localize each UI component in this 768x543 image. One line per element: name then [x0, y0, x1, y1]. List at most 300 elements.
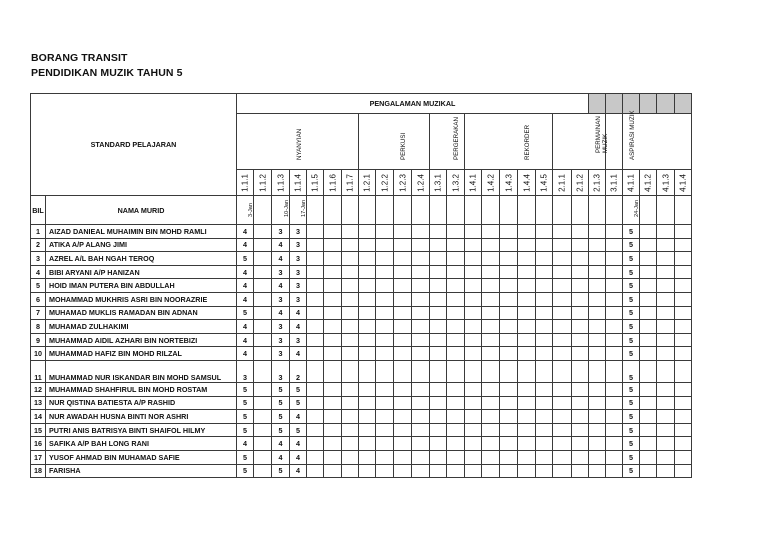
standard-code: 1.1.2 [258, 173, 267, 192]
mark-cell: 4 [290, 320, 307, 334]
student-row [31, 320, 692, 334]
mark-cell [430, 437, 447, 451]
mark-cell [606, 410, 623, 424]
mark-cell [412, 333, 430, 347]
mark-cell [553, 423, 572, 437]
mark-cell: 5 [237, 450, 254, 464]
mark-cell [324, 252, 342, 266]
mark-cell [657, 252, 675, 266]
mark-cell [342, 450, 359, 464]
mark-cell [553, 279, 572, 293]
student-number: 7 [31, 306, 46, 320]
standard-code: 1.1.3 [276, 173, 285, 192]
student-number: 6 [31, 292, 46, 306]
mark-cell [465, 306, 482, 320]
mark-cell: 3 [290, 225, 307, 239]
mark-cell [553, 238, 572, 252]
mark-cell [324, 347, 342, 361]
mark-cell: 5 [272, 382, 290, 396]
student-row [31, 225, 692, 239]
mark-cell [342, 464, 359, 478]
mark-cell [394, 347, 412, 361]
mark-cell [657, 320, 675, 334]
mark-cell [430, 225, 447, 239]
student-row [31, 437, 692, 451]
mark-cell [553, 306, 572, 320]
mark-cell [376, 410, 394, 424]
student-name: MOHAMMAD MUKHRIS ASRI BIN NOORAZRIE [46, 292, 237, 306]
pengalaman-muzikal-header: PENGALAMAN MUZIKAL [237, 94, 589, 114]
mark-cell: 5 [623, 238, 640, 252]
student-name: FARISHA [46, 464, 237, 478]
mark-cell [394, 382, 412, 396]
mark-cell: 3 [290, 238, 307, 252]
mark-cell [657, 306, 675, 320]
mark-cell [572, 360, 589, 382]
mark-cell [307, 292, 324, 306]
group-header-cell [553, 114, 609, 170]
group-header-cell [623, 110, 692, 170]
standard-code-cell [307, 170, 324, 196]
mark-cell [359, 252, 376, 266]
student-row [31, 347, 692, 361]
mark-cell: 3 [272, 360, 290, 382]
mark-cell [430, 292, 447, 306]
mark-cell [572, 306, 589, 320]
mark-cell [657, 279, 675, 293]
standard-code-cell [500, 170, 518, 196]
mark-cell [640, 360, 657, 382]
mark-cell [254, 410, 272, 424]
student-number: 14 [31, 410, 46, 424]
standard-code-cell [290, 170, 307, 196]
mark-cell [447, 306, 465, 320]
mark-cell [307, 423, 324, 437]
mark-cell [675, 410, 692, 424]
student-number: 18 [31, 464, 46, 478]
mark-cell [572, 464, 589, 478]
mark-cell [254, 396, 272, 410]
mark-cell [572, 225, 589, 239]
date-cell [536, 196, 553, 225]
mark-cell [447, 437, 465, 451]
group-header-cell [430, 114, 465, 170]
mark-cell [518, 320, 536, 334]
standard-code: 1.3.2 [451, 173, 460, 192]
mark-cell [518, 410, 536, 424]
mark-cell [675, 360, 692, 382]
mark-cell: 4 [237, 347, 254, 361]
mark-cell [606, 292, 623, 306]
mark-cell [447, 410, 465, 424]
standard-code-cell [272, 170, 290, 196]
date-cell [500, 196, 518, 225]
student-name: SAFIKA A/P BAH LONG RANI [46, 437, 237, 451]
standard-code-cell [394, 170, 412, 196]
mark-cell: 2 [290, 360, 307, 382]
mark-cell [376, 382, 394, 396]
mark-cell [342, 252, 359, 266]
student-name: BIBI ARYANI A/P HANIZAN [46, 265, 237, 279]
mark-cell [430, 423, 447, 437]
mark-cell [430, 252, 447, 266]
gray-header-cell [657, 94, 675, 114]
mark-cell [675, 382, 692, 396]
mark-cell [324, 423, 342, 437]
mark-cell: 3 [290, 252, 307, 266]
student-number: 13 [31, 396, 46, 410]
mark-cell [376, 252, 394, 266]
mark-cell [572, 437, 589, 451]
standard-code-cell [536, 170, 553, 196]
mark-cell: 5 [623, 360, 640, 382]
form-title: BORANG TRANSIT [31, 52, 128, 64]
mark-cell [342, 360, 359, 382]
mark-cell: 4 [237, 265, 254, 279]
mark-cell: 3 [272, 347, 290, 361]
standard-code: 1.2.3 [398, 173, 407, 192]
mark-cell [254, 450, 272, 464]
standard-code-cell [572, 170, 589, 196]
mark-cell [589, 306, 606, 320]
mark-cell [553, 347, 572, 361]
mark-cell [589, 360, 606, 382]
assessment-date: 10-Jan [283, 199, 290, 217]
mark-cell: 5 [623, 423, 640, 437]
standard-code: 1.4.2 [486, 173, 495, 192]
mark-cell: 3 [290, 292, 307, 306]
group-label: REKORDER [524, 124, 531, 160]
mark-cell [359, 410, 376, 424]
mark-cell [606, 306, 623, 320]
date-cell [324, 196, 342, 225]
mark-cell [536, 360, 553, 382]
student-row [31, 410, 692, 424]
mark-cell [430, 464, 447, 478]
standard-code: 2.1.1 [557, 173, 567, 192]
mark-cell [482, 423, 500, 437]
mark-cell [572, 396, 589, 410]
mark-cell [553, 292, 572, 306]
student-name: NUR AWADAH HUSNA BINTI NOR ASHRI [46, 410, 237, 424]
mark-cell [412, 238, 430, 252]
mark-cell [342, 225, 359, 239]
mark-cell [536, 265, 553, 279]
standard-code-cell [657, 170, 675, 196]
mark-cell [640, 265, 657, 279]
mark-cell [447, 252, 465, 266]
mark-cell: 5 [290, 382, 307, 396]
standard-code: 4.1.3 [661, 173, 670, 192]
mark-cell [465, 450, 482, 464]
mark-cell: 5 [623, 410, 640, 424]
mark-cell [412, 437, 430, 451]
mark-cell [254, 333, 272, 347]
mark-cell [394, 225, 412, 239]
student-row [31, 423, 692, 437]
student-number: 1 [31, 225, 46, 239]
mark-cell [675, 306, 692, 320]
mark-cell [307, 437, 324, 451]
student-name: ATIKA A/P ALANG JIMI [46, 238, 237, 252]
mark-cell [553, 437, 572, 451]
mark-cell [254, 265, 272, 279]
mark-cell [430, 347, 447, 361]
mark-cell: 5 [623, 320, 640, 334]
mark-cell [675, 333, 692, 347]
mark-cell [254, 464, 272, 478]
mark-cell [589, 225, 606, 239]
standard-code-cell [254, 170, 272, 196]
mark-cell [359, 306, 376, 320]
group-label: PERMAINAN MUZIK [594, 116, 609, 153]
mark-cell [342, 333, 359, 347]
mark-cell [447, 279, 465, 293]
student-row [31, 382, 692, 396]
mark-cell [430, 265, 447, 279]
mark-cell [553, 396, 572, 410]
date-cell [518, 196, 536, 225]
mark-cell [465, 238, 482, 252]
mark-cell [536, 252, 553, 266]
group-header-cell [237, 114, 359, 170]
mark-cell: 5 [623, 252, 640, 266]
mark-cell [640, 279, 657, 293]
mark-cell [324, 333, 342, 347]
mark-cell [482, 238, 500, 252]
mark-cell: 4 [290, 450, 307, 464]
mark-cell [500, 265, 518, 279]
mark-cell: 5 [623, 292, 640, 306]
mark-cell [342, 238, 359, 252]
mark-cell: 5 [623, 464, 640, 478]
standard-code: 3.1.1 [609, 173, 619, 192]
mark-cell: 4 [237, 437, 254, 451]
mark-cell [657, 225, 675, 239]
mark-cell: 3 [272, 225, 290, 239]
mark-cell [640, 437, 657, 451]
mark-cell [589, 333, 606, 347]
student-name: MUHAMMAD AIDIL AZHARI BIN NORTEBIZI [46, 333, 237, 347]
mark-cell [518, 347, 536, 361]
mark-cell [359, 238, 376, 252]
mark-cell [482, 450, 500, 464]
student-row [31, 252, 692, 266]
standard-code-cell [640, 170, 657, 196]
mark-cell [482, 279, 500, 293]
mark-cell: 5 [623, 396, 640, 410]
assessment-date: 24-Jan [634, 199, 640, 217]
date-cell [465, 196, 482, 225]
mark-cell [447, 360, 465, 382]
student-row [31, 279, 692, 293]
standard-code-cell [553, 170, 572, 196]
mark-cell [518, 292, 536, 306]
mark-cell [465, 437, 482, 451]
mark-cell [412, 410, 430, 424]
mark-cell [342, 292, 359, 306]
mark-cell [553, 450, 572, 464]
student-row [31, 265, 692, 279]
mark-cell [640, 347, 657, 361]
bil-header: BIL [31, 196, 46, 225]
student-name: YUSOF AHMAD BIN MUHAMAD SAFIE [46, 450, 237, 464]
standard-code: 1.1.4 [293, 173, 303, 192]
mark-cell [518, 450, 536, 464]
mark-cell [447, 238, 465, 252]
mark-cell: 3 [272, 333, 290, 347]
mark-cell [500, 437, 518, 451]
mark-cell [430, 382, 447, 396]
mark-cell [394, 464, 412, 478]
mark-cell [465, 225, 482, 239]
standard-code-cell [606, 170, 623, 196]
standard-code: 1.4.5 [539, 173, 549, 192]
mark-cell [500, 320, 518, 334]
mark-cell [447, 320, 465, 334]
mark-cell [482, 306, 500, 320]
mark-cell [342, 265, 359, 279]
mark-cell: 5 [623, 347, 640, 361]
student-number: 12 [31, 382, 46, 396]
group-label: PERGERAKAN [453, 117, 460, 160]
standard-code-cell [324, 170, 342, 196]
standard-code-cell [447, 170, 465, 196]
student-number: 10 [31, 347, 46, 361]
mark-cell [482, 396, 500, 410]
mark-cell [482, 464, 500, 478]
standard-code: 2.1.2 [575, 173, 585, 192]
mark-cell [500, 450, 518, 464]
mark-cell [324, 450, 342, 464]
mark-cell [412, 265, 430, 279]
standard-code-cell [465, 170, 482, 196]
mark-cell [518, 396, 536, 410]
mark-cell [675, 423, 692, 437]
mark-cell [675, 252, 692, 266]
mark-cell [536, 410, 553, 424]
mark-cell [536, 450, 553, 464]
standard-code: 4.1.2 [643, 173, 653, 192]
standard-code-cell [589, 170, 606, 196]
mark-cell [324, 437, 342, 451]
date-cell [589, 196, 606, 225]
mark-cell [572, 252, 589, 266]
mark-cell [254, 437, 272, 451]
mark-cell: 5 [290, 396, 307, 410]
mark-cell [675, 464, 692, 478]
mark-cell [606, 279, 623, 293]
student-row [31, 360, 692, 382]
mark-cell [536, 279, 553, 293]
mark-cell [465, 252, 482, 266]
mark-cell [500, 225, 518, 239]
assessment-date: 3-Jan [248, 203, 254, 217]
mark-cell [359, 450, 376, 464]
date-cell [606, 196, 623, 225]
mark-cell [324, 279, 342, 293]
standard-code-cell [237, 170, 254, 196]
mark-cell [376, 347, 394, 361]
standard-code: 1.1.1 [240, 173, 250, 192]
mark-cell [412, 252, 430, 266]
mark-cell: 3 [272, 265, 290, 279]
mark-cell: 4 [272, 450, 290, 464]
mark-cell [324, 292, 342, 306]
student-number: 2 [31, 238, 46, 252]
mark-cell [359, 333, 376, 347]
mark-cell [447, 333, 465, 347]
mark-cell [324, 320, 342, 334]
mark-cell [359, 292, 376, 306]
mark-cell [324, 225, 342, 239]
mark-cell [430, 360, 447, 382]
standard-code: 1.4.3 [504, 173, 513, 192]
student-name: HOID IMAN PUTERA BIN ABDULLAH [46, 279, 237, 293]
mark-cell [376, 225, 394, 239]
mark-cell [518, 333, 536, 347]
mark-cell [307, 410, 324, 424]
mark-cell [675, 320, 692, 334]
mark-cell: 4 [290, 464, 307, 478]
date-cell [412, 196, 430, 225]
mark-cell [589, 347, 606, 361]
mark-cell [518, 306, 536, 320]
mark-cell [412, 360, 430, 382]
mark-cell [465, 333, 482, 347]
mark-cell [394, 292, 412, 306]
mark-cell [430, 306, 447, 320]
standard-code-cell [430, 170, 447, 196]
mark-cell [572, 265, 589, 279]
mark-cell [376, 306, 394, 320]
mark-cell: 4 [290, 347, 307, 361]
mark-cell [394, 279, 412, 293]
mark-cell [640, 252, 657, 266]
mark-cell [307, 333, 324, 347]
mark-cell [657, 382, 675, 396]
mark-cell: 5 [237, 382, 254, 396]
group-header-cell [465, 114, 553, 170]
mark-cell [447, 292, 465, 306]
mark-cell [675, 437, 692, 451]
mark-cell [376, 360, 394, 382]
mark-cell [307, 238, 324, 252]
mark-cell [500, 360, 518, 382]
mark-cell [518, 279, 536, 293]
mark-cell: 5 [237, 396, 254, 410]
mark-cell: 4 [290, 437, 307, 451]
mark-cell [482, 333, 500, 347]
mark-cell [500, 347, 518, 361]
mark-cell [606, 464, 623, 478]
mark-cell [465, 464, 482, 478]
date-cell [359, 196, 376, 225]
student-name: MUHAMMAD HAFIZ BIN MOHD RILZAL [46, 347, 237, 361]
mark-cell [553, 225, 572, 239]
mark-cell [500, 292, 518, 306]
student-row [31, 333, 692, 347]
mark-cell [606, 320, 623, 334]
date-cell [394, 196, 412, 225]
group-header-cell [606, 114, 623, 170]
mark-cell: 4 [237, 320, 254, 334]
mark-cell [447, 423, 465, 437]
standard-code: 1.4.1 [468, 173, 478, 192]
mark-cell [553, 464, 572, 478]
mark-cell [307, 225, 324, 239]
mark-cell [394, 423, 412, 437]
